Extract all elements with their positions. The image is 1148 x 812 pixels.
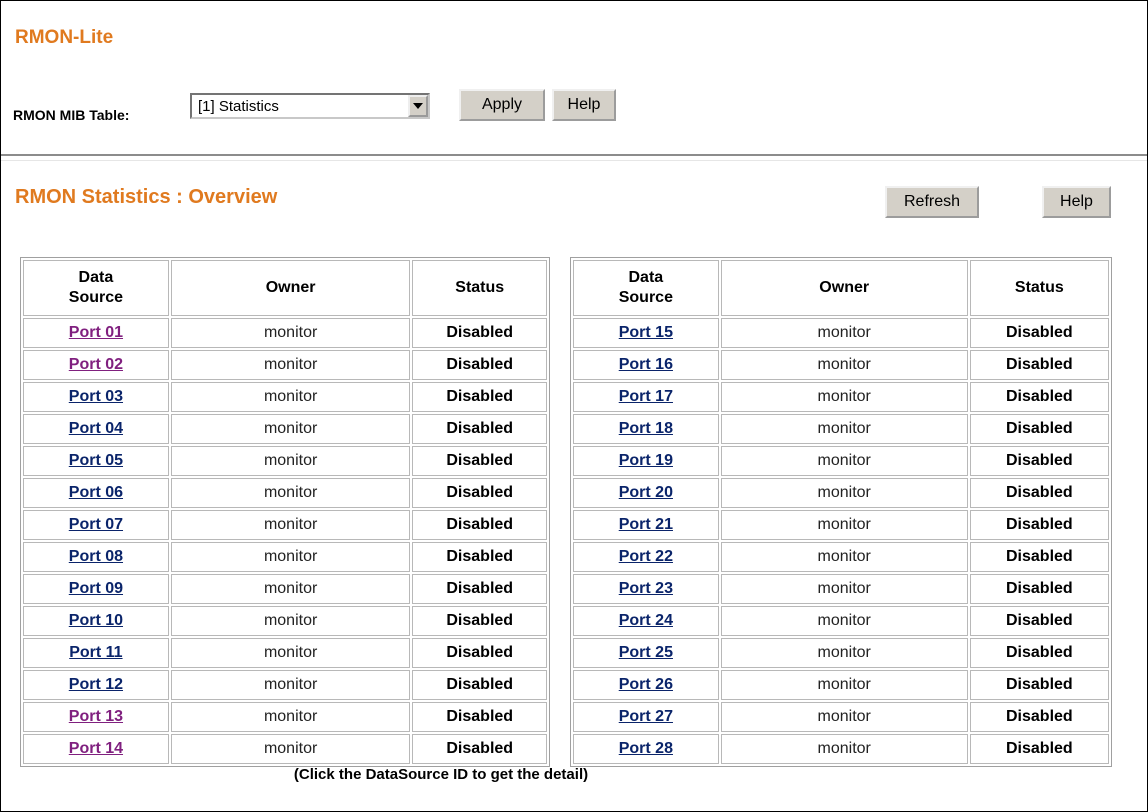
owner-cell: monitor xyxy=(171,350,411,380)
table-row xyxy=(573,542,1109,572)
status-cell: Disabled xyxy=(412,414,547,444)
port-link[interactable]: Port 06 xyxy=(68,484,124,501)
table-row xyxy=(23,606,547,636)
data-source-cell xyxy=(23,670,169,700)
table-row xyxy=(573,446,1109,476)
column-header-owner: Owner xyxy=(721,260,968,316)
status-cell: Disabled xyxy=(970,510,1109,540)
status-cell: Disabled xyxy=(970,606,1109,636)
port-link[interactable]: Port 09 xyxy=(68,580,124,597)
port-link[interactable]: Port 05 xyxy=(68,452,124,469)
port-link[interactable]: Port 19 xyxy=(618,452,673,469)
refresh-button[interactable]: Refresh xyxy=(885,186,979,218)
status-cell: Disabled xyxy=(412,574,547,604)
footnote-text: (Click the DataSource ID to get the detail) xyxy=(293,766,589,783)
table-row xyxy=(23,638,547,668)
help-button-overview[interactable]: Help xyxy=(1042,186,1111,218)
owner-cell: monitor xyxy=(721,606,968,636)
status-cell: Disabled xyxy=(970,350,1109,380)
table-row xyxy=(573,478,1109,508)
owner-cell: monitor xyxy=(721,734,968,764)
status-cell: Disabled xyxy=(412,670,547,700)
data-source-cell xyxy=(23,350,169,380)
port-link[interactable]: Port 15 xyxy=(618,324,673,341)
port-link[interactable]: Port 12 xyxy=(68,676,124,693)
port-link[interactable]: Port 18 xyxy=(618,420,673,437)
page-title: RMON-Lite xyxy=(15,27,114,48)
table-row xyxy=(573,510,1109,540)
data-source-cell xyxy=(23,446,169,476)
owner-cell: monitor xyxy=(171,606,411,636)
section-divider xyxy=(1,154,1147,161)
data-source-cell xyxy=(573,542,719,572)
data-source-cell xyxy=(573,702,719,732)
column-header-status: Status xyxy=(970,260,1109,316)
status-cell: Disabled xyxy=(970,670,1109,700)
status-cell: Disabled xyxy=(412,382,547,412)
data-source-cell xyxy=(573,414,719,444)
table-header-row xyxy=(23,260,547,316)
port-link[interactable]: Port 21 xyxy=(618,516,673,533)
table-row xyxy=(23,446,547,476)
table-row xyxy=(23,350,547,380)
data-source-cell xyxy=(23,702,169,732)
owner-cell: monitor xyxy=(721,670,968,700)
table-row xyxy=(23,478,547,508)
status-cell: Disabled xyxy=(970,638,1109,668)
table-row xyxy=(573,574,1109,604)
data-source-cell xyxy=(573,670,719,700)
data-source-cell xyxy=(573,382,719,412)
owner-cell: monitor xyxy=(721,542,968,572)
table-row xyxy=(23,702,547,732)
table-row xyxy=(23,510,547,540)
status-cell: Disabled xyxy=(970,478,1109,508)
owner-cell: monitor xyxy=(721,446,968,476)
data-source-cell xyxy=(573,350,719,380)
port-link[interactable]: Port 02 xyxy=(68,356,124,373)
data-source-cell xyxy=(23,382,169,412)
port-link[interactable]: Port 28 xyxy=(618,740,673,757)
status-cell: Disabled xyxy=(412,446,547,476)
table-row xyxy=(23,670,547,700)
table-row xyxy=(573,734,1109,764)
data-source-cell xyxy=(23,318,169,348)
owner-cell: monitor xyxy=(171,414,411,444)
owner-cell: monitor xyxy=(171,670,411,700)
table-row xyxy=(23,382,547,412)
data-source-cell xyxy=(573,478,719,508)
status-cell: Disabled xyxy=(412,606,547,636)
table-row xyxy=(573,350,1109,380)
data-source-cell xyxy=(23,606,169,636)
table-row xyxy=(573,382,1109,412)
owner-cell: monitor xyxy=(721,702,968,732)
table-row xyxy=(573,670,1109,700)
data-source-cell xyxy=(23,510,169,540)
status-cell: Disabled xyxy=(970,734,1109,764)
owner-cell: monitor xyxy=(721,350,968,380)
column-header-data-source: Data Source xyxy=(23,260,169,316)
owner-cell: monitor xyxy=(721,382,968,412)
apply-button[interactable]: Apply xyxy=(459,89,545,121)
data-source-cell xyxy=(573,638,719,668)
port-link[interactable]: Port 13 xyxy=(68,708,124,725)
owner-cell: monitor xyxy=(171,318,411,348)
table-header-row xyxy=(573,260,1109,316)
owner-cell: monitor xyxy=(171,702,411,732)
data-source-cell xyxy=(23,478,169,508)
data-source-cell xyxy=(23,542,169,572)
data-source-cell xyxy=(23,734,169,764)
port-link[interactable]: Port 26 xyxy=(618,676,673,693)
mib-selector-panel xyxy=(1,1,1147,153)
table-row xyxy=(573,702,1109,732)
owner-cell: monitor xyxy=(171,542,411,572)
mib-table-selected-value: [1] Statistics xyxy=(198,98,279,115)
data-source-cell xyxy=(573,734,719,764)
status-cell: Disabled xyxy=(412,638,547,668)
owner-cell: monitor xyxy=(171,734,411,764)
column-header-status: Status xyxy=(412,260,547,316)
owner-cell: monitor xyxy=(171,574,411,604)
status-cell: Disabled xyxy=(970,382,1109,412)
table-row xyxy=(573,638,1109,668)
owner-cell: monitor xyxy=(171,382,411,412)
port-link[interactable]: Port 20 xyxy=(618,484,673,501)
port-link[interactable]: Port 22 xyxy=(618,548,673,565)
status-cell: Disabled xyxy=(412,478,547,508)
table-row xyxy=(23,574,547,604)
data-source-cell xyxy=(23,414,169,444)
port-link[interactable]: Port 24 xyxy=(618,612,673,629)
help-button-top[interactable]: Help xyxy=(552,89,616,121)
owner-cell: monitor xyxy=(171,478,411,508)
port-link[interactable]: Port 08 xyxy=(68,548,124,565)
column-header-owner: Owner xyxy=(171,260,411,316)
table-row xyxy=(573,318,1109,348)
owner-cell: monitor xyxy=(171,446,411,476)
mib-table-label: RMON MIB Table: xyxy=(13,107,130,123)
status-cell: Disabled xyxy=(970,318,1109,348)
port-link[interactable]: Port 04 xyxy=(68,420,124,437)
status-cell: Disabled xyxy=(412,510,547,540)
port-link[interactable]: Port 25 xyxy=(618,644,673,661)
owner-cell: monitor xyxy=(171,638,411,668)
port-link[interactable]: Port 16 xyxy=(618,356,673,373)
owner-cell: monitor xyxy=(171,510,411,540)
status-cell: Disabled xyxy=(412,702,547,732)
owner-cell: monitor xyxy=(721,638,968,668)
status-cell: Disabled xyxy=(970,542,1109,572)
stats-table-left xyxy=(20,257,550,767)
data-source-cell xyxy=(23,638,169,668)
owner-cell: monitor xyxy=(721,574,968,604)
data-source-cell xyxy=(23,574,169,604)
table-row xyxy=(23,542,547,572)
data-source-cell xyxy=(573,446,719,476)
port-link[interactable]: Port 17 xyxy=(618,388,673,405)
port-link[interactable]: Port 01 xyxy=(68,324,124,341)
status-cell: Disabled xyxy=(412,542,547,572)
port-link[interactable]: Port 14 xyxy=(68,740,124,757)
owner-cell: monitor xyxy=(721,510,968,540)
status-cell: Disabled xyxy=(970,574,1109,604)
status-cell: Disabled xyxy=(970,702,1109,732)
table-row xyxy=(573,414,1109,444)
port-link[interactable]: Port 11 xyxy=(69,644,123,661)
owner-cell: monitor xyxy=(721,414,968,444)
status-cell: Disabled xyxy=(412,734,547,764)
port-link[interactable]: Port 10 xyxy=(68,612,124,629)
column-header-data-source: Data Source xyxy=(573,260,719,316)
owner-cell: monitor xyxy=(721,318,968,348)
overview-title: RMON Statistics : Overview xyxy=(15,186,278,208)
table-row xyxy=(573,606,1109,636)
mib-table-select[interactable] xyxy=(190,93,430,119)
status-cell: Disabled xyxy=(970,446,1109,476)
stats-table-right xyxy=(570,257,1112,767)
status-cell: Disabled xyxy=(412,318,547,348)
data-source-cell xyxy=(573,574,719,604)
table-row xyxy=(23,734,547,764)
port-link[interactable]: Port 23 xyxy=(618,580,673,597)
table-row xyxy=(23,318,547,348)
data-source-cell xyxy=(573,606,719,636)
table-row xyxy=(23,414,547,444)
status-cell: Disabled xyxy=(970,414,1109,444)
data-source-cell xyxy=(573,318,719,348)
port-link[interactable]: Port 27 xyxy=(618,708,673,725)
port-link[interactable]: Port 07 xyxy=(68,516,124,533)
dropdown-arrow-icon[interactable] xyxy=(408,95,428,117)
owner-cell: monitor xyxy=(721,478,968,508)
data-source-cell xyxy=(573,510,719,540)
port-link[interactable]: Port 03 xyxy=(68,388,124,405)
status-cell: Disabled xyxy=(412,350,547,380)
